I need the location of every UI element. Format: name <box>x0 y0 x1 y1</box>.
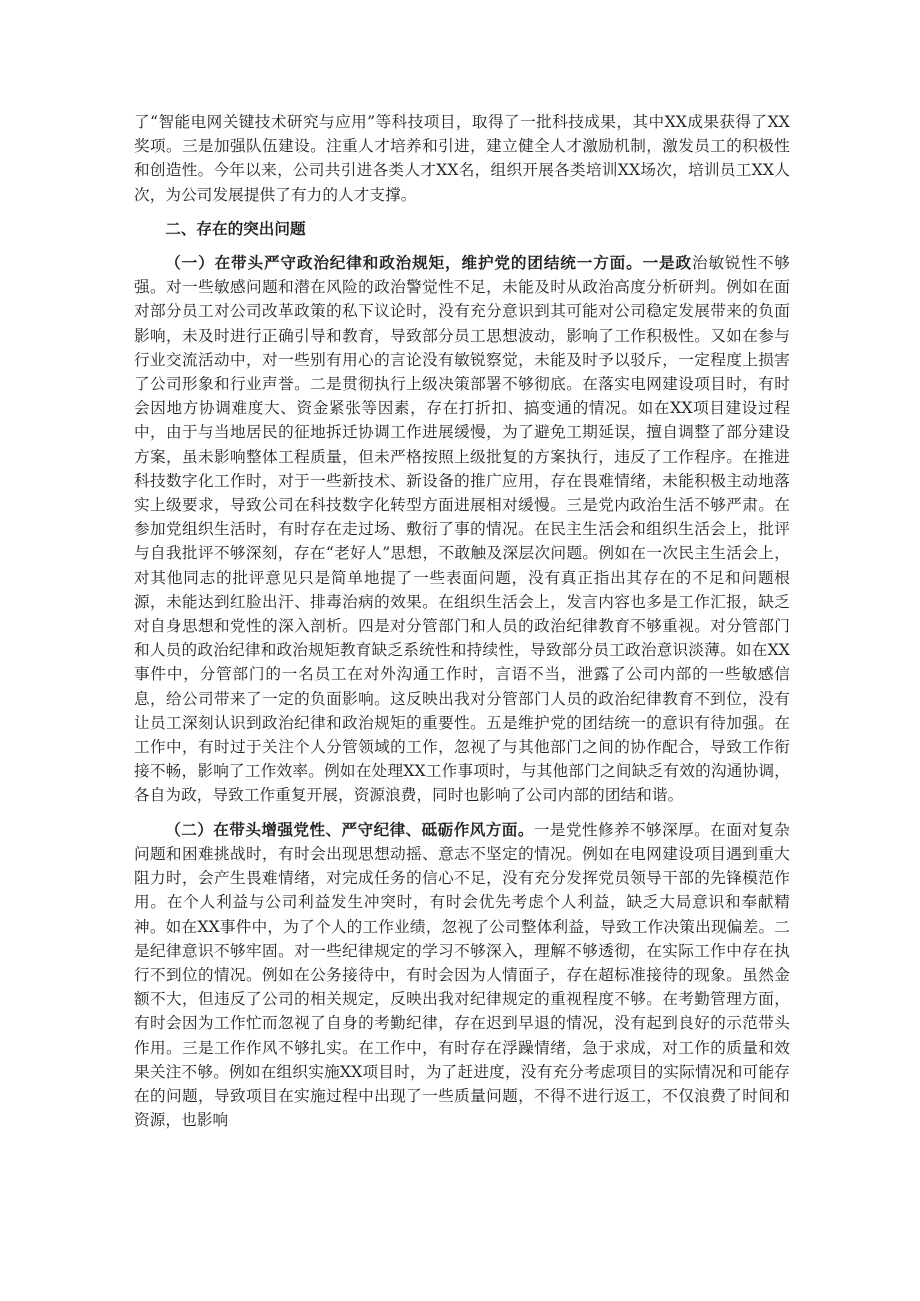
section-heading: 二、存在的突出问题 <box>165 219 306 238</box>
section2-lead: （二）在带头增强党性、严守纪律、砥砺作风方面。 <box>165 819 534 839</box>
section1-body: 治敏锐性不够强。对一些敏感问题和潜在风险的政治警觉性不足，未能及时从政治高度分析研判。例如在面对部分员工对公司改革政策的私下议论时，没有充分意识到其可能对公司稳定发展带来的负面影响，未及时进行正确引导和教育，导致部分员工思想波动，影响了工作积极性。又如在参与行业交流活动中，对一些别有用心的言论没有敏锐察觉，未能及时予以驳斥，一定程度上损害了公司形象和行业声誉。二是贯彻执行上级决策部署不够彻底。在落实电网建设项目时，有时会因地方协调难度大、资金紧张等因素，存在打折扣、搞变通的情况。如在XX项目建设过程中，由于与当地居民的征地拆迁协调工作进展缓慢，为了避免工期延误，擅自调整了部分建设方案，虽未影响整体工程质量，但未严格按照上级批复的方案执行，违反了工作程序。在推进科技数字化工作时，对于一些新技术、新设备的推广应用，存在畏难情绪，未能积极主动地落实上级要求，导致公司在科技数字化转型方面进展相对缓慢。三是党内政治生活不够严肃。在参加党组织生活时，有时存在走过场、敷衍了事的情况。在民主生活会和组织生活会上，批评与自我批评不够深刻，存在“老好人”思想，不敢触及深层次问题。例如在一次民主生活会上，对其他同志的批评意见只是简单地提了一些表面问题，没有真正指出其存在的不足和问题根源，未能达到红脸出汗、排毒治病的效果。在组织生活会上，发言内容也多是工作汇报，缺乏对自身思想和党性的深入剖析。四是对分管部门和人员的政治纪律教育不够重视。对分管部门和人员的政治纪律和政治规矩教育缺乏系统性和持续性，导致部分员工政治意识淡薄。如在XX事件中，分管部门的一名员工在对外沟通工作时，言语不当，泄露了公司内部的一些敏感信息，给公司带来了一定的负面影响。这反映出我对分管部门人员的政治纪律教育不到位，没有让员工深刻认识到政治纪律和政治规矩的重要性。五是维护党的团结统一的意识有待加强。在工作中，有时过于关注个人分管领域的工作，忽视了与其他部门之间的协作配合，导致工作衔接不畅，影响了工作效率。例如在处理XX工作事项时，与其他部门之间缺乏有效的沟通协调，各自为政，导致工作重复开展，资源浪费，同时也影响了公司内部的团结和谐。 <box>134 254 790 805</box>
spacer <box>134 808 790 818</box>
spacer <box>134 241 790 251</box>
section1-paragraph <box>134 251 790 808</box>
spacer <box>134 207 790 217</box>
section2-paragraph <box>134 818 790 1133</box>
intro-paragraph: 了“智能电网关键技术研究与应用”等科技项目，取得了一批科技成果，其中XX成果获得了XX奖项。三是加强队伍建设。注重人才培养和引进，建立健全人才激励机制，激发员工的积极性和创造性。今年以来，公司共引进各类人才XX名，组织开展各类培训XX场次，培训员工XX人次，为公司发展提供了有力的人才支撑。 <box>134 113 790 204</box>
section1-lead: （一）在带头严守政治纪律和政治规矩，维护党的团结统一方面。一是政 <box>165 253 692 273</box>
document-page <box>134 110 790 1132</box>
section2-body: 一是党性修养不够深厚。在面对复杂问题和困难挑战时，有时会出现思想动摇、意志不坚定的情况。例如在电网建设项目遇到重大阻力时，会产生畏难情绪，对完成任务的信心不足，没有充分发挥党员领导干部的先锋模范作用。在个人利益与公司利益发生冲突时，有时会优先考虑个人利益，缺乏大局意识和奉献精神。如在XX事件中，为了个人的工作业绩，忽视了公司整体利益，导致工作决策出现偏差。二是纪律意识不够牢固。对一些纪律规定的学习不够深入，理解不够透彻，在实际工作中存在执行不到位的情况。例如在公务接待中，有时会因为人情面子，存在超标准接待的现象。虽然金额不大，但违反了公司的相关规定，反映出我对纪律规定的重视程度不够。在考勤管理方面，有时会因为工作忙而忽视了自身的考勤纪律，存在迟到早退的情况，没有起到良好的示范带头作用。三是工作作风不够扎实。在工作中，有时存在浮躁情绪，急于求成，对工作的质量和效果关注不够。例如在组织实施XX项目时，为了赶进度，没有充分考虑项目的实际情况和可能存在的问题，导致项目在实施过程中出现了一些质量问题，不得不进行返工，不仅浪费了时间和资源，也影响 <box>134 820 790 1130</box>
